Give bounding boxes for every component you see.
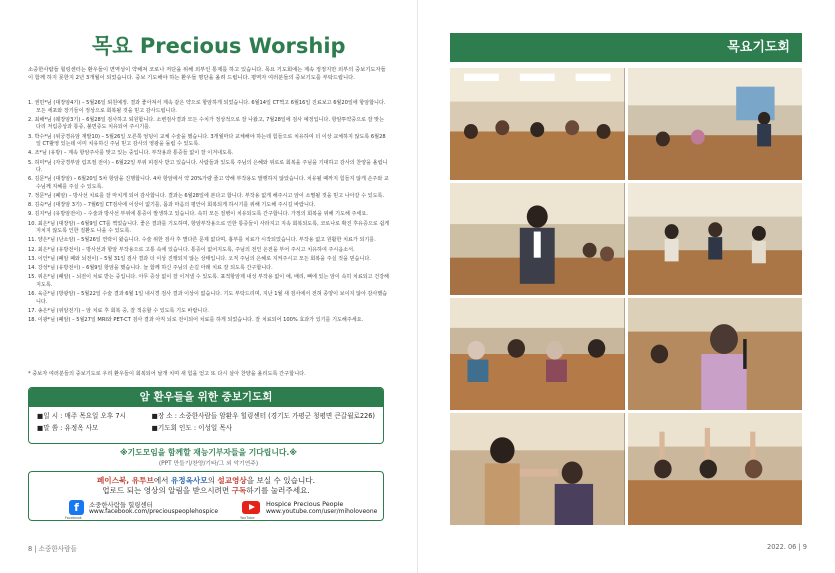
closing-note: * 중보자 여러분들의 중보기도로 우리 환우들이 회복되어 날개 치며 새 힘을 얻고 또 다시 살아 찬양을 올리도록 간구합니다. (28, 371, 306, 377)
prayer-item: 4. 조*님 (유방) – 계속 항암주사를 맞고 있는 중입니다. 부작용과 통증들 없이 잘 이겨내도록. (28, 150, 234, 157)
youtube-channel-name: Hospice Precious People (266, 500, 344, 508)
prayer-item: 11. 양은*님 (난소암) – 5월26일 연락이 왔습니다. 수술 위한 검사 후 별다른 문제 없다며, 흉부를 치료가 시작되었습니다. 부작용 없고 원활한 치료가 되기를. (28, 237, 376, 244)
prayer-item: 12. 최은*님 (유방전이) – 방사선과 항암 부작용으로 고통 속에 있습니다. 통증이 없어지도록, 주님의 전인 온전을 부어 주시고 치유하여 주시옵소서. (28, 246, 355, 253)
sns-line-1: 페이스북, 유투브에서 유정옥사모의 설교영상을 보실 수 있습니다. (96, 476, 316, 485)
worship-preacher: ■말 씀 : 유정옥 사모 (37, 424, 99, 432)
prayer-item: 13. 이인*님 (폐암 폐와 뇌전이) – 5월 31일 검사 결과 더 이상 진행되지 않는 상태입니다. 오직 주님의 은혜로 지켜주시고 모든 회복을 주실 것을 믿습니다. (28, 255, 371, 262)
prayer-item: 8. 김숙*님 (대장암 3기) – 7월6일 CT검사에 이상이 없기를, 몸과 마음의 평안이 회복되게 하시기를 위해 기도해 주시길 바랍니다. (28, 202, 316, 209)
prayer-item: 17. 송은*님 (위암전기) – 암 치료 후 회복 중, 잘 적응할 수 있도록 기도 바랍니다. (28, 307, 209, 314)
facebook-page-name: 소중한사람들 힐링센터 (89, 501, 153, 509)
photo-grid (450, 68, 802, 525)
photo-seated-congregation (450, 298, 625, 410)
sns-line-2: 업로드 되는 영상의 알림을 받으시려면 구독하기를 눌러주세요. (102, 486, 310, 495)
photo-raised-hands (628, 413, 803, 525)
prayer-item: 2. 최해*님 (췌장암3기) – 6월28일 검사하고 퇴원합니다. 소변검사결과 모든 수치가 정상적으로 잘 나왔고, 7월28일에 검사 예정입니다. 항암투약중으로 잘 맞는 다리 저림증상과 통증, 불면증도 치유되어 주시기를. (28, 116, 385, 131)
prayer-item: 16. 육준*님 (방광암) – 5월22일 수술 결과 6월 1일 내시경 검사 결과 이상이 없습니다. 기도 부탁드리며, 지난 1월 새 검사에서 전혀 종양이 보이지 않아 감사했습니다. (28, 290, 388, 305)
prayer-item: 7. 정문*님 (폐암) – 방사선 치료를 잘 마치게 되어 감사합니다. 결과는 6월28일에 본다고 합니다. 부작용 없게 해주시고 암이 소멸될 것을 믿고 나아갈 수 있도록. (28, 193, 385, 200)
photo-speaker-podium (628, 68, 803, 180)
youtube-icon[interactable] (242, 501, 260, 514)
facebook-caption: Facebook (65, 516, 82, 520)
volunteer-call: ※기도모임을 함께할 재능기부자들을 기다립니다.※ (120, 448, 297, 457)
youtube-caption: YouTube (240, 516, 255, 520)
page-number-right: 2022. 06 | 9 (767, 543, 807, 551)
facebook-url[interactable]: www.facebook.com/preciouspeoplehospice (89, 508, 219, 515)
page-title: 목요 Precious Worship (92, 34, 346, 58)
prayer-item: 14. 강성*님 (유방전이) – 6월9일 항암을 했습니다. 늘 함께 하신 주님의 손길 아래 치료 잘 되도록 간구합니다. (28, 265, 273, 271)
prayer-item: 18. 이광*님 (폐암) – 5월27일 MRI와 PET-CT 검사 결과 아직 뇌로 전이되어 치료를 하게 되었습니다. 잘 치료되어 100% 효과가 있기를 기도해주세요. (28, 316, 364, 323)
photo-worship-hall (450, 68, 625, 180)
prayer-item: 1. 권민*님 (대장암4기) – 5월26일 퇴원예정. 결과 좋아져서 계속 같은 약으로 항암하게 되었습니다. 6월14일 CT찍고 6월16일 진료보고 6월20일에 항암합니다. 모든 세포와 장기들이 정상으로 회복될 것을 믿고 감사드립니다. (28, 100, 386, 114)
right-page (418, 0, 835, 573)
photo-man-with-microphone (450, 183, 625, 295)
worship-place: ■장 소 : 소중한사람들 암환우 힐링센터 (경기도 가평군 청평면 큰갈월로226) (151, 412, 375, 420)
prayer-item: 5. 허미*님 (자궁경부암 림프절 전이) – 6월22일 부위 피검사 받고 있습니다. 사람들과 있도록 주님의 은혜와 위로로 회복을 주님을 기대하고 감사의 찬양을 올립니다. (28, 159, 388, 174)
sns-info-box (28, 471, 384, 521)
photo-section-header: 목요기도회 (450, 33, 802, 62)
photo-woman-singing (628, 298, 803, 410)
worship-info-box (28, 387, 384, 444)
prayer-list (28, 100, 390, 326)
photo-prayer-laying-hands (450, 413, 625, 525)
youtube-url[interactable]: www.youtube.com/user/miholoveone (266, 508, 378, 515)
photo-worship-band (628, 183, 803, 295)
prayer-item: 9. 김지*님 (유방암전이) – 수술과 방사선 부위에 통증이 발생하고 있습니다. 속히 모든 질병이 치유되도록 간구합니다. 가정의 회복을 위해 기도해 주세요. (28, 211, 368, 218)
volunteer-call-detail: (PPT 만들기/찬양/기타/그 외 악기연주) (158, 461, 259, 467)
worship-info-header: 암 환우들을 위한 중보기도회 (29, 388, 383, 407)
prayer-item: 15. 위은*님 (폐암) – 뇌전이 치료 받는 중입니다. 아무 증상 없이 잘 이겨낼 수 있도록. 표적항암제 내성 부작용 없이 예, 배리, 뼈에 있는 암이 속히 치료되고 건강해지도록. (28, 274, 389, 288)
prayer-item: 3. 박수*님 (위궁경유암 재발10) – 5월26일 오른쪽 엉덩이 교체 수술을 했습니다. 3개월마다 교체해야 하는데 힘들으로 치유하여 더 이상 교체하지 않도록 6월28일 CT촬영 있는데 이미 치유하신 주님 믿고 감사의 영광을 돌립 수 있도록. (28, 133, 386, 148)
prayer-item: 10. 최은*님 (대장암) – 6월9일 CT를 찍었습니다. 좋은 결과를 기도하며, 항암부작용으로 인한 통증들이 사라지고 지속 회복되도록, 코로나로 확진 후유증으로 쉽게 지치지 않도록 인한 질환도 나을 수 있도록. (28, 220, 390, 235)
prayer-item: 6. 김문*님 (대장암) – 6월20일 5차 항암을 진행합니다. 4차 항암에서 약 20%가량 줄고 약해 부작용도 발행하지 않았습니다. 치유될 때까지 힘들지 않게 손주와 교수님께 지혜를 주실 수 있도록. (28, 176, 389, 190)
left-page (0, 0, 417, 573)
worship-date: ■일 시 : 매주 목요일 오후 7시 (37, 412, 126, 420)
worship-leader: ■기도회 인도 : 이성일 목사 (151, 424, 233, 432)
intro-paragraph: 소중한사람들 힐링센터는 환우들이 면역성이 약해져 코로나 저단을 위해 외부인 통제를 하고 있습니다. 목요 기도회에는 계속 정정지만 외부의 중보기도자들이 함께 하지 못한지 2년 3개월이 되었습니다. 중보 기도해야 하는 환우들 명단을 올려 드립니다. 평역자 여러분들의 중보기도를 부탁드립니다. (28, 67, 386, 81)
page-number-left: 8 | 소중한사람들 (28, 545, 77, 553)
facebook-icon[interactable]: f (69, 500, 84, 515)
